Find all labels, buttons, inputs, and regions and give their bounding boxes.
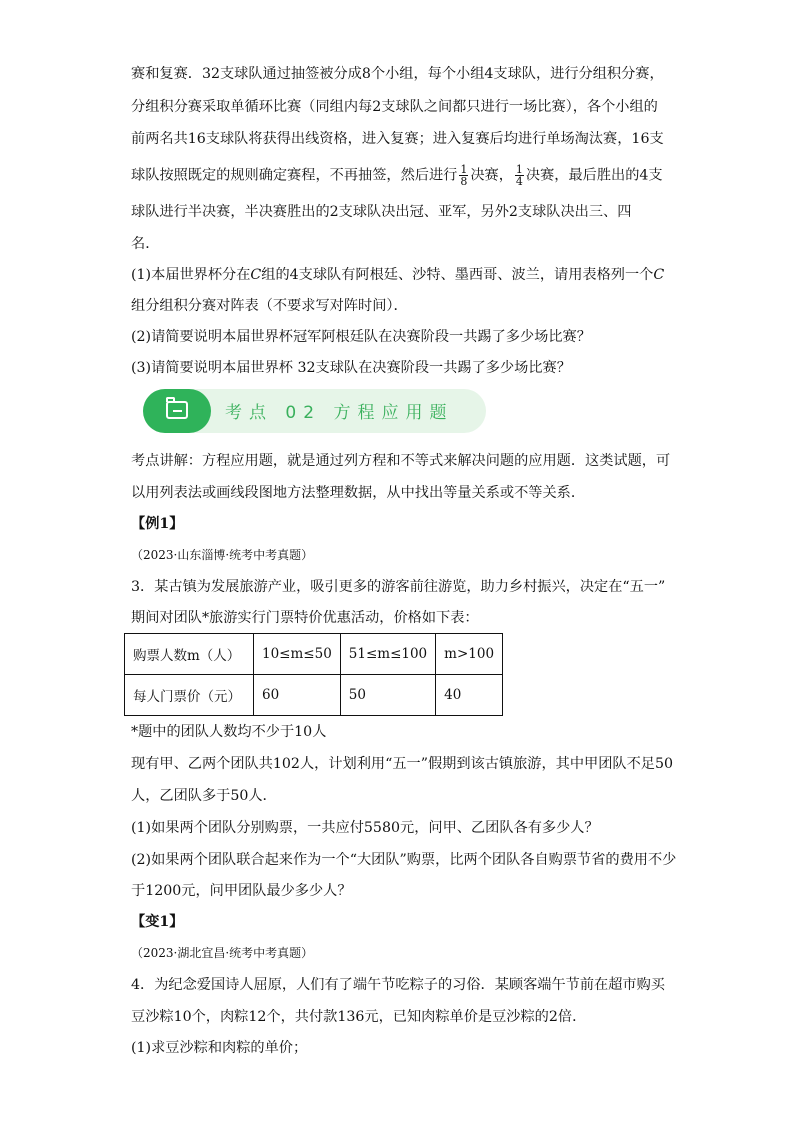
example-question-2-line-1: (2)如果两个团队联合起来作为一个“大团队”购票，比两个团队各自购票节省的费用不少 — [131, 852, 677, 868]
question-2: (2)请简要说明本届世界杯冠军阿根廷队在决赛阶段一共踢了多少场比赛？ — [131, 329, 591, 345]
intro-line-2: 分组积分赛采取单循环比赛（同组内每2支球队之间都只进行一场比赛），各个小组的 — [131, 99, 658, 115]
example-label: 【例1】 — [131, 516, 184, 532]
fraction-denominator: 4 — [515, 175, 523, 188]
table-cell: 51≤m≤100 — [340, 634, 435, 675]
intro-line-4-part-b: 决赛， — [470, 167, 513, 184]
example-line-4: 人，乙团队多于50人． — [131, 788, 277, 804]
table-cell: 10≤m≤50 — [254, 634, 341, 675]
section-banner — [143, 389, 486, 433]
variant-label: 【变1】 — [131, 914, 184, 930]
question-1-line-2: 组分组积分赛对阵表（不要求写对阵时间）． — [131, 298, 408, 314]
question-1-part-b: 组的4支球队有阿根廷、沙特、墨西哥、波兰，请用表格列一个 — [261, 267, 654, 283]
table-cell: 50 — [340, 675, 435, 716]
example-question-2-line-2: 于1200元，问甲团队最少多少人？ — [131, 883, 352, 899]
fraction-numerator: 1 — [460, 163, 468, 176]
table-row — [125, 675, 503, 716]
question-1-part-a: (1)本届世界杯分在 — [131, 267, 251, 283]
section-title: 考点 02 方程应用题 — [225, 403, 454, 423]
fraction-denominator: 8 — [460, 175, 468, 188]
explain-line-2: 以用列表法或画线段图地方法整理数据，从中找出等量关系或不等关系． — [131, 485, 586, 501]
example-line-3: 现有甲、乙两个团队共102人，计划利用“五一”假期到该古镇旅游，其中甲团队不足50 — [131, 756, 674, 772]
group-letter: C — [250, 267, 262, 283]
fraction-numerator: 1 — [515, 163, 523, 176]
example-line-1: 3．某古镇为发展旅游产业，吸引更多的游客前往游览，助力乡村振兴，决定在“五一” — [131, 579, 666, 595]
fraction-one-quarter — [515, 164, 524, 187]
question-3: (3)请简要说明本届世界杯 32支球队在决赛阶段一共踢了多少场比赛？ — [131, 360, 571, 376]
intro-line-1: 赛和复赛．32支球队通过抽签被分成8个小组，每个小组4支球队，进行分组积分赛， — [131, 66, 664, 82]
explain-line-1: 考点讲解：方程应用题，就是通过列方程和不等式来解决问题的应用题．这类试题，可 — [131, 453, 671, 469]
example-line-2: 期间对团队*旅游实行门票特价优惠活动，价格如下表： — [131, 610, 479, 626]
folder-icon — [143, 389, 211, 433]
intro-line-6: 名． — [131, 236, 160, 252]
table-cell: 60 — [254, 675, 341, 716]
intro-line-3: 前两名共16支球队将获得出线资格，进入复赛；进入复赛后均进行单场淘汰赛，16支 — [131, 131, 664, 147]
variant-line-2: 豆沙粽10个，肉粽12个，共付款136元，已知肉粽单价是豆沙粽的2倍． — [131, 1009, 587, 1025]
table-cell: 购票人数m（人） — [125, 634, 254, 675]
table-cell: m>100 — [436, 634, 503, 675]
table-note: *题中的团队人数均不少于10人 — [131, 724, 327, 740]
price-table — [124, 633, 503, 716]
fraction-one-eighth — [459, 164, 468, 187]
question-1-line-1 — [131, 265, 664, 285]
example-question-1: (1)如果两个团队分别购票，一共应付5580元，问甲、乙团队各有多少人？ — [131, 820, 599, 836]
table-cell: 每人门票价（元） — [125, 675, 254, 716]
intro-line-5: 球队进行半决赛，半决赛胜出的2支球队决出冠、亚军，另外2支球队决出三、四 — [131, 204, 632, 220]
variant-line-1: 4．为纪念爱国诗人屈原，人们有了端午节吃粽子的习俗．某顾客端午节前在超市购买 — [131, 977, 665, 993]
intro-line-4-part-c: 决赛，最后胜出的4支 — [525, 167, 663, 184]
group-letter: C — [653, 267, 665, 283]
variant-source: （2023·湖北宜昌·统考中考真题） — [131, 946, 314, 960]
example-source: （2023·山东淄博·统考中考真题） — [131, 548, 314, 562]
table-row — [125, 634, 503, 675]
intro-line-4 — [131, 164, 663, 187]
table-cell: 40 — [436, 675, 503, 716]
intro-line-4-part-a: 球队按照既定的规则确定赛程，不再抽签，然后进行 — [131, 167, 458, 184]
variant-question-1: (1)求豆沙粽和肉粽的单价； — [131, 1040, 308, 1056]
